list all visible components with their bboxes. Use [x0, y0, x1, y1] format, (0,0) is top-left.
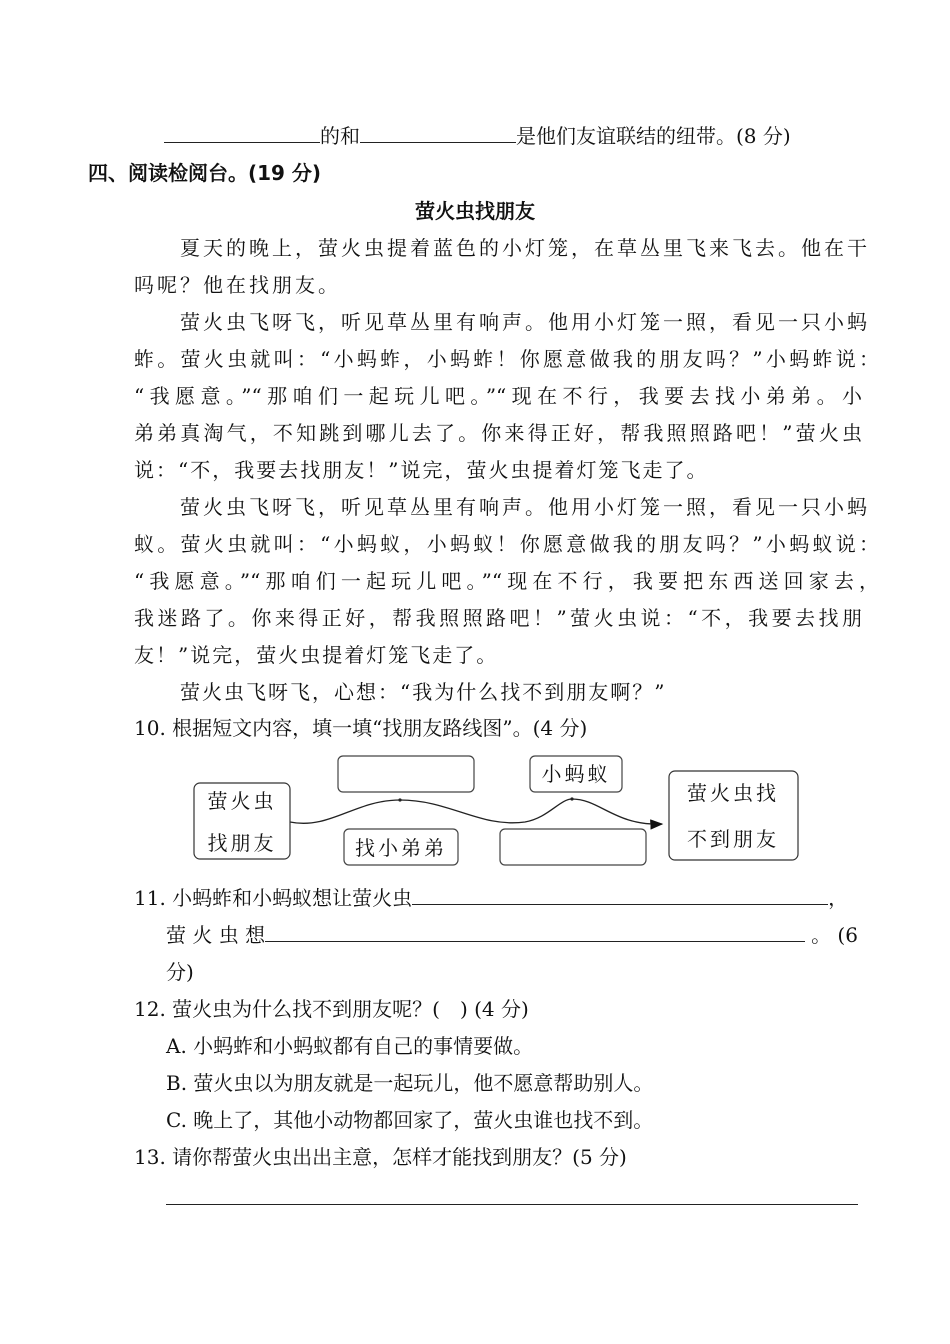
question-11-line-3: 分)	[166, 960, 194, 984]
comma: ，	[828, 886, 849, 910]
box-bottom-left-text: 找小弟弟	[355, 836, 447, 860]
story-line: “我愿意。”“那咱们一起玩儿吧。”“现在不行，我要把东西送回家去，	[134, 569, 879, 593]
question-13: 13. 请你帮萤火虫出出主意，怎样才能找到朋友？(5 分)	[134, 1145, 627, 1169]
question-10: 10. 根据短文内容，填一填“找朋友路线图”。(4 分)	[134, 716, 588, 740]
end-box-text-1: 萤火虫找	[687, 781, 779, 805]
story-line: 萤火虫飞呀飞，听见草丛里有响声。他用小灯笼一照，看见一只小蚂	[180, 310, 870, 334]
option-b[interactable]: B. 萤火虫以为朋友就是一起玩儿，他不愿意帮助别人。	[166, 1071, 654, 1095]
top-line-mid: 的和	[320, 124, 360, 148]
story-line: 萤火虫飞呀飞，心想：“我为什么找不到朋友啊？”	[180, 680, 667, 704]
option-c[interactable]: C. 晚上了，其他小动物都回家了，萤火虫谁也找不到。	[166, 1108, 654, 1132]
answer-blank[interactable]	[412, 884, 828, 905]
story-line: “我愿意。”“那咱们一起玩儿吧。”“现在不行，我要去找小弟弟。小	[134, 384, 862, 408]
story-line: 蚱。萤火虫就叫：“小蚂蚱，小蚂蚱！你愿意做我的朋友吗？”小蚂蚱说：	[134, 347, 879, 371]
story-line: 说：“不，我要去找朋友！”说完，萤火虫提着灯笼飞走了。	[134, 458, 709, 482]
top-line-end: 是他们友谊联结的纽带。(8 分)	[516, 124, 791, 148]
start-box-text-1: 萤火虫	[207, 789, 277, 813]
route-point	[398, 798, 401, 801]
story-title: 萤火虫找朋友	[415, 199, 535, 223]
end-box-text-2: 不到朋友	[687, 827, 779, 851]
start-box-text-2: 找朋友	[207, 831, 277, 855]
section-heading: 四、阅读检阅台。(19 分)	[88, 161, 322, 185]
answer-line[interactable]	[166, 1203, 858, 1205]
question-12: 12. 萤火虫为什么找不到朋友呢？( ) (4 分)	[134, 997, 529, 1021]
box-top-middle-text: 小蚂蚁	[541, 762, 611, 786]
story-line: 友！”说完，萤火虫提着灯笼飞走了。	[134, 643, 499, 667]
answer-blank[interactable]	[265, 921, 805, 942]
route-point	[570, 797, 573, 800]
story-line: 夏天的晚上，萤火虫提着蓝色的小灯笼，在草丛里飞来飞去。他在干	[180, 236, 870, 260]
route-line	[290, 799, 662, 824]
question-11-text: 11. 小蚂蚱和小蚂蚁想让萤火虫	[134, 886, 413, 910]
story-line: 弟弟真淘气，不知跳到哪儿去了。你来得正好，帮我照照路吧！”萤火虫	[134, 421, 862, 445]
story-line: 我迷路了。你来得正好，帮我照照路吧！”萤火虫说：“不，我要去找朋	[134, 606, 862, 630]
blank-box-top-left[interactable]	[338, 756, 474, 792]
question-11-text-2: 萤 火 虫 想	[166, 923, 266, 947]
question-11-score: 。 (6	[811, 923, 858, 947]
story-line: 蚁。萤火虫就叫：“小蚂蚁，小蚂蚁！你愿意做我的朋友吗？”小蚂蚁说：	[134, 532, 879, 556]
question-11-line-2	[166, 920, 858, 950]
question-11-line-1	[134, 883, 848, 913]
option-a[interactable]: A. 小蚂蚱和小蚂蚁都有自己的事情要做。	[166, 1034, 534, 1058]
story-line: 吗呢？他在找朋友。	[134, 273, 341, 297]
blank-box-bottom-right[interactable]	[500, 829, 646, 865]
story-line: 萤火虫飞呀飞，听见草丛里有响声。他用小灯笼一照，看见一只小蚂	[180, 495, 870, 519]
